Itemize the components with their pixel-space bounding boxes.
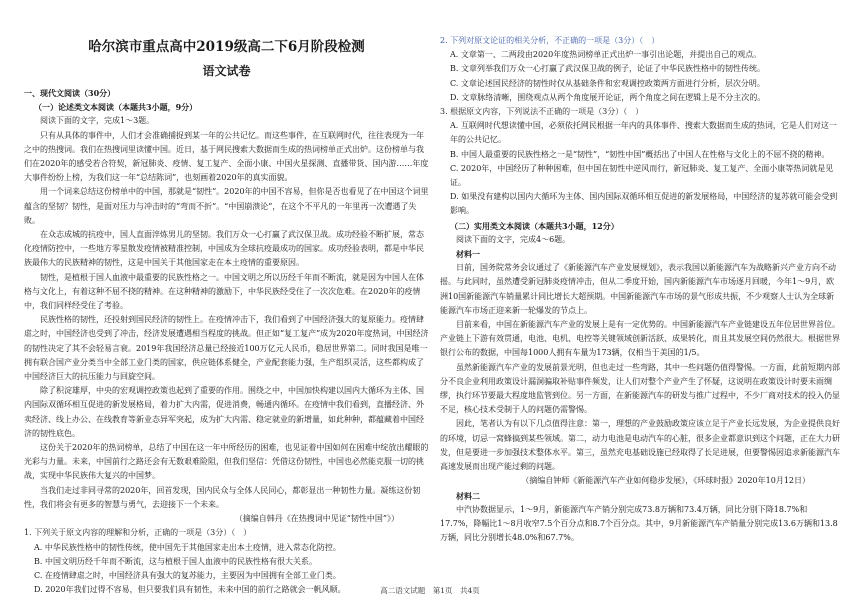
- page-footer: 高二语文试题 第1页 共4页: [380, 586, 480, 595]
- option-b: B. 文章列举我们万众一心打赢了武汉保卫战的例子，论证了中华民族性格中的韧性传统。: [450, 64, 765, 74]
- subsection-heading: （一）论述类文本阅读（本题共3小题，9分）: [34, 102, 198, 113]
- option-c: C. 2020年，中国经历了种种困难，但中国在韧性中逆风而行，新冠肺炎、复工复产、全面小康等热词就是见证。: [450, 163, 834, 188]
- section-heading: 一、现代文阅读（30分）: [24, 88, 116, 98]
- source-citation: （摘编自韩丹《在热搜词中见证“韧性中国”》）: [234, 514, 399, 524]
- paragraph: 在众志成城的抗疫中，国人直面淬炼男儿的坚韧。我们万众一心打赢了武汉保卫战。成功经验不断扩展，常态化疫情防控中，一些地方零星散发疫情被精准控制，中国成为全球抗疫最成功的国家。成功经验表明，都是中华民族最伟大的民族精神的韧性，这是中国关于其他国家走在本土疫情的重要原因。: [24, 230, 424, 268]
- option-b: B. 中国人最重要的民族性格之一是“韧性”，“韧性中国”概括出了中国人在性格与文化上的不屈不挠的精神。: [450, 149, 830, 159]
- right-column: [440, 34, 840, 545]
- option-a: A. 中华民族性格中的韧性传统，使中国先于其他国家走出本土疫情，进入常态化防控。: [34, 542, 341, 552]
- question-3: 3. 根据原文内容，下列说法不正确的一项是（3分）（ ）: [440, 107, 644, 117]
- paragraph: 民族性格的韧性，还投射到国民经济的韧性上。在疫情冲击下，我们看到了中国经济强大的复原能力。疫情肆虐之时，中国经济也受到了冲击，经济发展遭遇相当程度的挑战。但正如“复工复产”成为2020年度热词，中国经济的韧性决定了其不会轻易言衰。2019年我国经济总量已经接近100万亿元人民币，稳居世界第二。同时我国是唯一拥有联合国产业分类当中全部工业门类的国家，供应链体系健全，产业配套能力强，生产组织灵活，这些都构成了中国经济巨大的抗压能力与回旋空间。: [24, 315, 429, 382]
- paragraph: 除了积淀雄厚，中央的宏观调控政策也起到了重要的作用。围绕之中，中国加快构建以国内大循环为主体、国内国际双循环相互促进的新发展格局，着力扩大内需，促进消费，畅通内循环。在疫情中我们看到，直播经济、外卖经济、线上办公、在线教育等新业态异军突起，成为扩大内需、稳定就业的新增量，如此种种，都蕴藏着中国经济的韧性底色。: [24, 386, 424, 438]
- option-c: C. 文章论述国民经济的韧性时仅从基础条件和宏观调控政策两方面进行分析，层次分明。: [450, 78, 765, 88]
- option-c: C. 在疫情肆虐之时，中国经济具有强大的复苏能力，主要因为中国拥有全部工业门类。: [34, 570, 341, 580]
- material-heading: 材料二: [456, 490, 480, 501]
- option-d: D. 文章脉络清晰，围绕观点从两个角度展开论证，两个角度之间在逻辑上是不分主次的。: [450, 92, 766, 102]
- paragraph: 中汽协数据显示，1～9月，新能源汽车产销分别完成73.8万辆和73.4万辆，同比分别下降18.7%和17.7%，降幅比1～8月收窄7.5个百分点和8.7个百分点。其中，9月新能源汽车产销量分别完成13.6万辆和13.8万辆，同比分别增长48.0%和67.7%。: [440, 504, 838, 543]
- exam-subtitle: 语文试卷: [202, 64, 251, 78]
- exam-title: 哈尔滨市重点高中2019级高二下6月阶段检测: [88, 39, 365, 55]
- reading-instruction: 阅读下面的文字，完成1～3题。: [40, 116, 155, 126]
- option-a: A. 互联网时代想读懂中国，必须依托网民根据一年内的具体事件、搜索大数据而生成的热词，它是人们对这一年的公共记忆。: [450, 121, 837, 145]
- question-2: 2. 下列对原文论证的相关分析，不正确的一项是（3分）（ ）: [440, 36, 660, 45]
- paragraph: 因此，笔者认为有以下几点值得注意：第一，理想的产业鼓励政策应该立足于产业长远发展，为企业提供良好的环境，切忌一窝蜂搞到某些领域。第二，动力电池是电动汽车的心脏，很多企业都意识到这个问题，正在大力研发，但是要进一步加强技术整体水平。第三，虽然充电基础设施已经取得了长足进展，但要警惕因追求新能源汽车高速发展而出现产能过剩的问题。: [440, 419, 840, 472]
- option-b: B. 中国文明历经千年而不断流，这与植根于国人血液中的民族性格有很大关系。: [34, 556, 317, 566]
- paragraph: 虽然新能源汽车产业的发展前景光明，但也走过一些弯路，其中一些问题仍值得警惕。一方面，此前短期内部分不良企业利用政策设计漏洞骗取补贴事件频发，让人们对整个产业产生了怀疑，这说明在政策设计时要未雨绸缪，执行环节要最大程度地监管到位。另一方面，在新能源汽车的研发与推广过程中，不少厂商对技术的投入仍显不足，核心技术受制于人的问题仍需警惕。: [440, 362, 840, 415]
- paragraph: 只有从具体的事件中，人们才会准确捕捉到某一年的公共记忆。而这些事件，在互联网时代，往往表现为一年之中的热搜词。我们在热搜词里读懂中国。近日，基于网民搜索大数据而生成的热词榜单正式出炉。这份榜单与我们在2020年的感受若合符契，新冠肺炎、疫情、复工复产、全面小康、中国火星探测、直播带货、国内游……年度大事件纷纷上榜，为我们这一年“总结陈词”，也刻画着2020年的真实面貌。: [24, 130, 429, 183]
- option-a: A. 文章第一、二两段由2020年度热词榜单正式出炉一事引出论题，并提出自己的观点。: [450, 50, 762, 60]
- material-heading: 材料一: [456, 249, 480, 260]
- option-d: D. 如果没有建构以国内大循环为主体、国内国际双循环相互促进的新发展格局，中国经济的复苏就可能会受到影响。: [450, 192, 838, 216]
- paragraph: 这份关于2020年的热词榜单，总结了中国在这一年中所经历的困难，也见证着中国如何在困难中绽放出耀眼的光彩与力量。未来，中国前行之路还会有无数艰难险阻，但我们坚信：凭借这份韧性，中国也必然能克服一切的挑战，实现中华民族伟大复兴的中国梦。: [24, 443, 429, 481]
- reading-instruction: 阅读下面的文字，完成4～6题。: [456, 234, 571, 244]
- paragraph: 用一个词来总结这份榜单中的中国，那就是“韧性”。2020年的中国不容易，但你是否也看见了在中国这个词里蕴含的坚韧？韧性，是面对压力与冲击时的“弯而不折”。“中国崩溃论”，在这个不平凡的一年里再一次遭遇了失败。: [24, 187, 429, 225]
- paragraph: 目前来看，中国在新能源汽车产业的发展上是有一定优势的。中国新能源汽车产业链建设五年位居世界首位。产业链上下游有效贯通，电池、电机、电控等关键领域创新活跃、成果转化，而且其发展空间仍然很大。根据世界银行公布的数据，中国每1000人拥有车量为173辆，仅相当于美国的1/5。: [440, 320, 840, 358]
- question-1: 1. 下列关于原文内容的理解和分析，正确的一项是（3分）（ ）: [24, 528, 252, 538]
- paragraph: 当我们走过非同寻常的2020年，回首发现，国内民众与全体人民同心，都彰显出一种韧性力量。凝练这份韧性，我们将会有更多的智慧与勇气，去迎接下一个未来。: [24, 485, 421, 509]
- source-citation: （摘编自钟师《新能源汽车产业如何稳步发展》，《环球时报》2020年10月12日）: [521, 476, 810, 486]
- paragraph: 日前，国务院常务会议通过了《新能源汽车产业发展规划》，表示我国以新能源汽车为战略新兴产业方向不动摇。与此同时，虽然遭受新冠肺炎疫情冲击，但从二季度开始，国内新能源汽车市场逐月回暖，今年1～9月，欧洲10国新能源汽车销量累计同比增长大超预期。中国新能源汽车市场的景气形成共振，不少观察人士认为全球新能源汽车市场正迎来新一轮爆发的节点上。: [440, 263, 836, 315]
- option-d: D. 2020年我们过得不容易，但只要我们具有韧性，未来中国的前行之路就会一帆风顺。: [34, 585, 346, 595]
- subsection-heading: （二）实用类文本阅读（本题共3小题，12分）: [450, 220, 619, 231]
- paragraph: 韧性，是植根于国人血液中最重要的民族性格之一。中国文明之所以历经千年而不断流，就是因为中国人在体格与文化上，有着这种不屈不挠的精神。在这种精神的激励下，中华民族经受住了一次次危难。在2020年的疫情中，我们同样经受住了考验。: [24, 272, 424, 311]
- left-column: [24, 36, 429, 597]
